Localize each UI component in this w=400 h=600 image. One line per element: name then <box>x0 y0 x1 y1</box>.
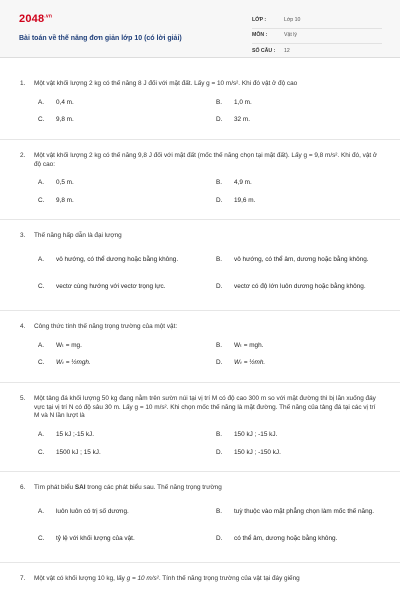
divider <box>0 139 400 140</box>
question-4 <box>20 323 382 368</box>
question-stem <box>20 484 382 493</box>
option-letter: C. <box>38 359 45 367</box>
option-text: Wₜ = mgh. <box>234 341 264 349</box>
question-number: 5. <box>20 395 26 403</box>
option-b[interactable] <box>216 431 382 440</box>
question-stem <box>20 323 382 332</box>
meta-key: MÔN : <box>252 32 268 39</box>
option-b[interactable] <box>216 503 382 521</box>
option-text: vô hướng, có thể dương hoặc bằng không. <box>56 255 179 263</box>
option-a[interactable] <box>38 431 204 440</box>
option-letter: D. <box>216 448 223 456</box>
option-text: vectơ cùng hướng với vectơ trọng lực. <box>56 282 166 290</box>
question-number: 1. <box>20 80 26 87</box>
question-2 <box>20 152 382 206</box>
question-stem <box>20 395 382 421</box>
options-grid <box>20 251 382 296</box>
option-text: có thể âm, dương hoặc bằng không. <box>234 534 338 542</box>
option-text: Wₜ = mg. <box>56 341 82 349</box>
option-letter: B. <box>216 255 223 263</box>
options-grid <box>20 99 382 125</box>
option-c[interactable] <box>38 359 204 368</box>
option-text: 0,4 m. <box>56 98 74 106</box>
option-text: 9,8 m. <box>56 116 74 124</box>
stem-part: Tìm phát biểu <box>34 484 75 492</box>
option-text: 150 kJ ; -150 kJ. <box>234 448 281 456</box>
option-text: 9,8 m. <box>56 196 74 204</box>
option-b[interactable] <box>216 99 382 108</box>
option-letter: D. <box>216 282 223 290</box>
option-letter: C. <box>38 448 45 456</box>
option-a[interactable] <box>38 99 204 108</box>
divider <box>0 471 400 472</box>
option-letter: D. <box>216 359 223 367</box>
option-a[interactable] <box>38 251 204 269</box>
option-letter: C. <box>38 116 45 124</box>
question-number: 2. <box>20 151 26 159</box>
option-text: luôn luôn có trị số dương. <box>56 507 129 515</box>
option-text: 0,5 m. <box>56 179 74 187</box>
option-d[interactable] <box>216 197 382 206</box>
meta-row-class <box>252 14 382 29</box>
divider <box>0 562 400 563</box>
stem-part: Một vật có khối lượng 10 kg, lấy <box>34 574 127 582</box>
option-text: 150 kJ ; -15 kJ. <box>234 430 278 438</box>
question-stem <box>20 80 382 89</box>
option-letter: C. <box>38 534 45 542</box>
question-number: 3. <box>20 232 26 240</box>
option-c[interactable] <box>38 278 204 296</box>
question-stem <box>20 232 382 241</box>
meta-table <box>252 14 382 59</box>
option-b[interactable] <box>216 342 382 351</box>
option-text: vectơ có độ lớn luôn dương hoặc bằng không. <box>234 282 366 290</box>
option-c[interactable] <box>38 449 204 458</box>
logo-suffix: .vn <box>44 13 53 20</box>
question-text: Thế năng hấp dẫn là đại lượng <box>34 232 122 240</box>
question-text <box>34 484 382 493</box>
option-d[interactable] <box>216 449 382 458</box>
option-letter: D. <box>216 116 223 124</box>
option-letter: B. <box>216 98 223 106</box>
option-d[interactable] <box>216 359 382 368</box>
option-b[interactable] <box>216 179 382 188</box>
option-letter: B. <box>216 179 223 187</box>
option-letter: C. <box>38 196 45 204</box>
option-letter: D. <box>216 196 223 204</box>
option-letter: B. <box>216 430 223 438</box>
options-grid <box>20 503 382 548</box>
option-text: Wₜ = ½mgh. <box>56 359 91 367</box>
question-5 <box>20 395 382 457</box>
question-text: Một vật khối lượng 2 kg có thế năng 8 J đối với mặt đất. Lấy g = 10 m/s². Khi đó vật ở độ cao <box>34 80 298 87</box>
option-letter: A. <box>38 507 45 515</box>
logo-text: 2048 <box>19 13 45 25</box>
option-d[interactable] <box>216 116 382 125</box>
question-3 <box>20 232 382 296</box>
meta-value: Lớp 10 <box>284 17 301 24</box>
option-letter: A. <box>38 341 45 349</box>
option-letter: A. <box>38 430 45 438</box>
option-text: 19,6 m. <box>234 196 256 204</box>
option-text: 32 m. <box>234 116 250 124</box>
option-text: tuỳ thuộc vào mặt phẳng chọn làm mốc thế năng. <box>234 507 374 515</box>
stem-formula: g = 10 m/s² <box>126 574 159 582</box>
option-text: 1,0 m. <box>234 98 252 106</box>
document-title: Bài toán về thế năng đơn giản lớp 10 (có lời giải) <box>19 35 182 42</box>
question-text <box>34 575 382 584</box>
stem-part: . Tính thế năng trọng trường của vật tại đáy giếng <box>158 574 300 582</box>
option-letter: B. <box>216 341 223 349</box>
question-6 <box>20 484 382 548</box>
meta-key: SỐ CÂU : <box>252 47 276 54</box>
option-b[interactable] <box>216 251 382 269</box>
options-grid <box>20 342 382 368</box>
question-stem <box>20 575 382 584</box>
option-text: tỷ lệ với khối lượng của vật. <box>56 534 135 542</box>
question-1 <box>20 80 382 125</box>
meta-key: LỚP : <box>252 17 267 24</box>
options-grid <box>20 431 382 457</box>
option-text: 4,9 m. <box>234 179 252 187</box>
options-grid <box>20 179 382 205</box>
option-text: vô hướng, có thể âm, dương hoặc bằng không. <box>234 255 369 263</box>
option-c[interactable] <box>38 116 204 125</box>
option-a[interactable] <box>38 179 204 188</box>
question-list <box>0 58 400 584</box>
question-text: Công thức tính thế năng trọng trường của một vật: <box>34 323 178 331</box>
option-text: Wₜ = ½mh. <box>234 359 266 367</box>
option-letter: C. <box>38 282 45 290</box>
option-c[interactable] <box>38 530 204 548</box>
meta-row-subject <box>252 29 382 44</box>
meta-value: Vật lý <box>284 32 297 39</box>
option-c[interactable] <box>38 197 204 206</box>
option-text: 15 kJ ;-15 kJ. <box>56 430 95 438</box>
option-d[interactable] <box>216 530 382 548</box>
stem-emphasis: SAI <box>74 484 86 492</box>
question-text: Một vật khối lượng 2 kg có thế năng 9,8 J đối với mặt đất (mốc thế năng chọn tại mặt đất). Lấy g = 9,8 m/s². Khi đó, vật ở độ cao: <box>34 151 378 168</box>
divider <box>0 382 400 383</box>
option-letter: A. <box>38 179 45 187</box>
divider <box>0 310 400 311</box>
option-d[interactable] <box>216 278 382 296</box>
option-a[interactable] <box>38 342 204 351</box>
option-letter: D. <box>216 534 223 542</box>
option-letter: B. <box>216 507 223 515</box>
option-letter: A. <box>38 255 45 263</box>
question-number: 7. <box>20 574 26 582</box>
question-7 <box>20 575 382 584</box>
option-letter: A. <box>38 98 45 106</box>
stem-part: trong các phát biểu sau. Thế năng trọng trường <box>85 484 222 492</box>
question-stem <box>20 152 382 169</box>
meta-value: 12 <box>284 47 290 54</box>
question-number: 4. <box>20 323 26 331</box>
document-header <box>0 0 400 58</box>
question-text: Một tảng đá khối lượng 50 kg đang nằm trên sườn núi tại vị trí M có độ cao 300 m so với mặt đường thì bị lăn xuống đáy vực tại vị trí N có độ sâu 30 m. Lấy g = 10 m/s². Khi chọn mốc thế năng là mặt đường. Thế năng của tảng đá tại các vị trí M và N lần lượt là <box>34 395 376 420</box>
divider <box>0 219 400 220</box>
site-logo[interactable] <box>19 12 52 27</box>
option-text: 1500 kJ ; 15 kJ. <box>56 448 101 456</box>
option-a[interactable] <box>38 503 204 521</box>
question-number: 6. <box>20 484 26 492</box>
meta-row-count <box>252 44 382 59</box>
